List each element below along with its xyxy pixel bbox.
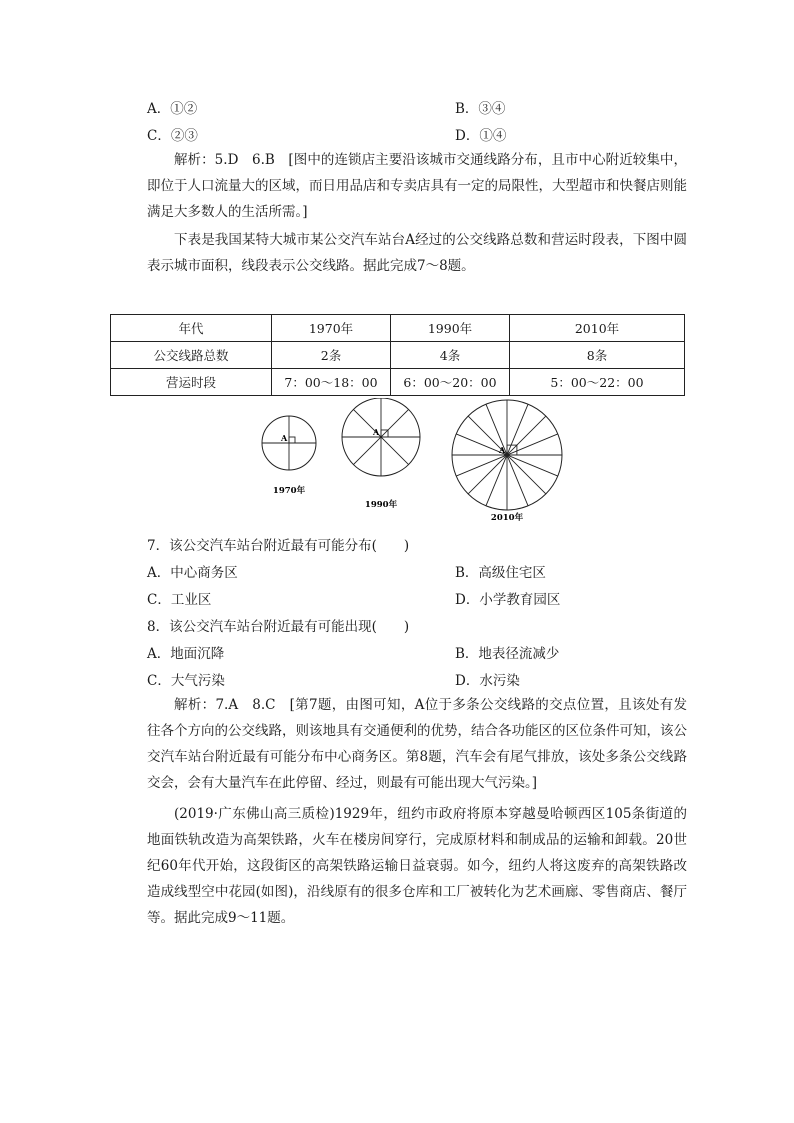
table-header-cell: 1970年 xyxy=(272,315,391,342)
analysis-7-8: 解析：7.A 8.C [第7题，由图可知，A位于多条公交线路的交点位置，且该处有发往各个方向的公交线路，则该地具有交通便利的优势，结合各功能区的区位条件可知，该公交汽车站台附近最有可能分布中心商务区。第8题，汽车会有尾气排放，该处多条公交线路交会，会有大量汽车在此停留、经过，则最有可能出现大气污染。] xyxy=(147,697,687,791)
year-caption: 2010年 xyxy=(490,513,524,523)
table-cell: 8条 xyxy=(510,342,685,369)
analysis-5-6: 解析：5.D 6.B [图中的连锁店主要沿该城市交通线路分布，且市中心附近较集中，即位于人口流量大的区域，而日用品店和专卖店具有一定的局限性，大型超市和快餐店则能满足大多数人的生活所需。] xyxy=(147,152,687,220)
bus-line-diagram xyxy=(250,398,570,526)
table-cell: 6：00～20：00 xyxy=(391,369,510,396)
table-cell: 营运时段 xyxy=(111,369,272,396)
q8-option-d: D．水污染 xyxy=(455,673,520,689)
table-row xyxy=(111,342,685,369)
year-caption: 1970年 xyxy=(272,486,306,496)
q8-option-a: A．地面沉降 xyxy=(147,646,225,662)
intro-7-8: 下表是我国某特大城市某公交汽车站台A经过的公交线路总数和营运时段表，下图中圆表示城市面积，线段表示公交线路。据此完成7～8题。 xyxy=(147,232,687,274)
q7-option-c: C．工业区 xyxy=(147,592,212,608)
year-caption: 1990年 xyxy=(364,500,398,510)
table-header-cell: 2010年 xyxy=(510,315,685,342)
table-cell: 公交线路总数 xyxy=(111,342,272,369)
q8-option-b: B．地表径流减少 xyxy=(455,646,560,662)
option-a: A．①② xyxy=(147,101,198,117)
table-row xyxy=(111,369,685,396)
q7-option-b: B．高级住宅区 xyxy=(455,565,546,581)
table-cell: 7：00～18：00 xyxy=(272,369,391,396)
option-b: B．③④ xyxy=(455,101,506,117)
station-square xyxy=(289,437,295,443)
table-header-row xyxy=(111,315,685,342)
station-label: A xyxy=(281,433,288,443)
bus-line-table xyxy=(110,314,685,396)
table-cell: 5：00～22：00 xyxy=(510,369,685,396)
q8-option-c: C．大气污染 xyxy=(147,673,225,689)
station-label: A xyxy=(499,445,506,455)
table-header-cell: 年代 xyxy=(111,315,272,342)
table-cell: 2条 xyxy=(272,342,391,369)
q7-option-a: A．中心商务区 xyxy=(147,565,238,581)
option-d: D．①④ xyxy=(455,128,507,144)
table-header-cell: 1990年 xyxy=(391,315,510,342)
q7-option-d: D．小学教育园区 xyxy=(455,592,561,608)
station-label: A xyxy=(373,427,380,437)
table-cell: 4条 xyxy=(391,342,510,369)
q8-stem: 8．该公交汽车站台附近最有可能出现( ) xyxy=(147,619,410,635)
option-c: C．②③ xyxy=(147,128,198,144)
intro-9-11: (2019·广东佛山高三质检)1929年，纽约市政府将原本穿越曼哈顿西区105条街道的地面铁轨改造为高架铁路，火车在楼房间穿行，完成原材料和制成品的运输和卸载。20世纪60年代开始，这段街区的高架铁路运输日益衰弱。如今，纽约人将这废弃的高架铁路改造成线型空中花园(如图)，沿线原有的很多仓库和工厂被转化为艺术画廊、零售商店、餐厅等。据此完成9～11题。 xyxy=(147,806,687,926)
q7-stem: 7．该公交汽车站台附近最有可能分布( ) xyxy=(147,538,410,554)
